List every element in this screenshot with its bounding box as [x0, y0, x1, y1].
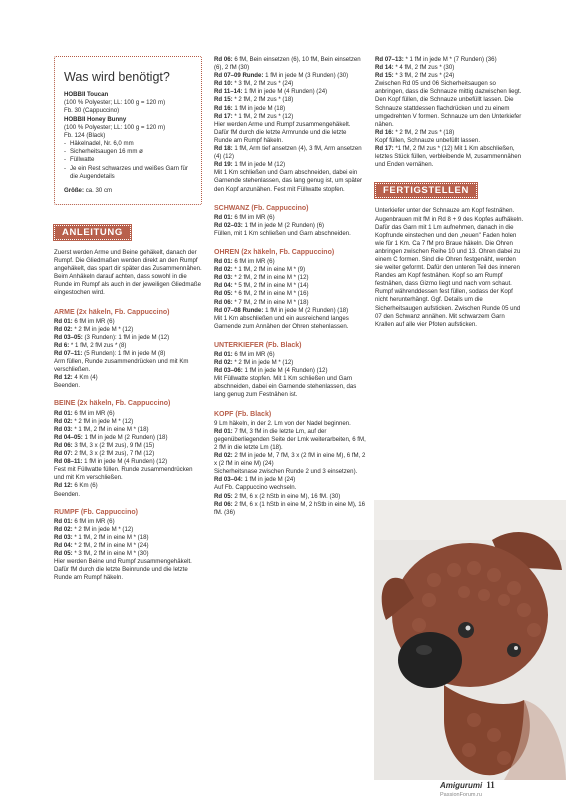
column-1: [54, 56, 202, 582]
arme-lines: [54, 318, 202, 358]
round-line: Rd 02–03: 1 fM in jede M (2 Runden) (6): [214, 221, 325, 229]
page-footer: [440, 780, 540, 800]
round-line: Rd 03: * 1 fM, 2 fM in eine M * (18): [54, 533, 149, 541]
round-line: Rd 15: * 3 fM, 2 fM zus * (24): [375, 72, 455, 80]
round-line: Rd 04–05: 1 fM in jede M (2 Runden) (18): [54, 433, 168, 441]
rumpf-lines: [54, 518, 202, 558]
beine-end: Beenden.: [54, 490, 81, 498]
round-line: Rd 08–11: 1 fM in jede M (4 Runden) (12): [54, 458, 168, 466]
round-line: Rd 15: * 2 fM, 2 fM zus * (18): [214, 96, 294, 104]
arme-after: Arm füllen, Runde zusammendrücken und mit Km verschließen.: [54, 358, 189, 374]
round-line: Rd 04: * 2 fM, 2 fM in eine M * (24): [54, 541, 149, 549]
round-line: Rd 02: * 2 fM in jede M * (12): [54, 417, 134, 425]
round-line: Rd 07–08 Runde: 1 fM in jede M (2 Runden) (18): [214, 306, 349, 314]
beine-lines: [54, 410, 202, 467]
yarn1-spec: (100 % Polyester; LL: 100 g = 120 m): [64, 99, 166, 107]
rumpf2-rd19: Rd 19: 1 fM in jede M (12): [214, 161, 286, 169]
eye-right: [507, 643, 521, 657]
anleitung-intro: Zuerst werden Arme und Beine gehäkelt, danach der Rumpf. Die Gliedmaßen werden direkt an den Rumpf angehäkelt, das spart dir später das Zusammennähen. Beim Anhäkeln darauf achten, dass sowohl in die Runde im Rumpf als auch in der jeweiligen Gliedmaße eingestochen wird.: [54, 248, 202, 297]
kopf-note1: Sicherheitsnase zwischen Runde 2 und 3 einsetzen).: [214, 468, 358, 476]
round-line: Rd 16: 1 fM in jede M (18): [214, 104, 286, 112]
round-line: Rd 14: * 4 fM, 2 fM zus * (30): [375, 64, 455, 72]
arme-title: ARME (2x häkeln, Fb. Cappuccino): [54, 308, 170, 316]
kopf-rd06: Rd 06: 2 fM, 6 x (1 hStb in eine M, 2 hStb in eine M), 16 fM. (36): [214, 500, 366, 516]
ohren-title: OHREN (2x häkeln, Fb. Cappuccino): [214, 248, 335, 256]
beine-after: Fest mit Füllwatte füllen. Runde zusammendrücken und mit Km verschließen.: [54, 466, 193, 482]
round-line: Rd 03: * 2 fM, 2 fM in eine M * (12): [214, 274, 309, 282]
materials-box: [54, 56, 202, 205]
round-line: Rd 03–05: (3 Runden): 1 fM in jede M (12): [54, 333, 170, 341]
ohren-lines: [214, 258, 366, 315]
round-line: Rd 17: * 1 fM, 2 fM zus * (12): [214, 112, 294, 120]
kopf2-p1: Zwischen Rd 05 und 06 Sicherheitsaugen so anbringen, dass die Schnauze mittig dazwischen liegt.: [375, 80, 522, 96]
kopf2-rd17: Rd 17: *1 fM, 2 fM zus * (12) Mit 1 Km abschließen, letztes Stück füllen, verbleibende M, zusammennähen und Enden vernähen.: [375, 145, 521, 169]
kopf2-lines: [375, 56, 525, 80]
toy-photo: [374, 500, 566, 780]
toy-muzzle: [398, 632, 462, 688]
yarn2-name: HOBBII Honey Bunny: [64, 115, 127, 123]
yarn1-color: Fb. 30 (Cappuccino): [64, 107, 120, 115]
round-line: Rd 05: * 3 fM, 2 fM in eine M * (30): [54, 550, 149, 558]
round-line: Rd 03–06: 1 fM in jede M (4 Runden) (12): [214, 367, 328, 375]
site-watermark: PassionForum.ru: [440, 792, 482, 798]
kopf-rd02: Rd 02: 2 fM in jede M, 7 fM, 3 x (2 fM in eine M), 6 fM, 2 x (2 fM in eine M) (24): [214, 452, 366, 468]
round-line: Rd 03: * 1 fM, 2 fM in eine M * (18): [54, 425, 149, 433]
fertig-text: Unterkiefer unter der Schnauze am Kopf festnähen. Augenbrauen mit fM in Rd 8 + 9 des Kopfes aufhäkeln. Dafür das Garn mit 1 Lm aufnehmen, danach in die Kopfrunde einstechen und den „neuen" Faden holen wie für 1 Km. Ca 7 fM pro Braue häkeln. Die Ohren anbringen zwischen Reihe 10 und 13. Ohren dabei zu einem C formen. Sind die Ohren festgenäht, werden sie weiter geformt. Dafür den unteren Teil des inneren Randes am Kopf festnähen. Kopf so am Rumpf festnähen, dass Gizmo liegt und nach vorn schaut. Rumpf währenddessen fest füllen, sodass der Kopf nicht herunterhängt. Ggf. Details um die Sicherheitsaugen aufsticken. Zwischen Runde 05 und 07 den Schwanz annähen. Mit schwarzem Garn Krallen auf alle vier Pfoten aufsticken.: [375, 207, 524, 328]
magazine-name: Amigurumi: [440, 781, 483, 790]
ohren-after: Mit 1 Km abschließen und ein ausreichend langes Garnende zum Annähen der Ohren stehenlassen.: [214, 314, 349, 330]
arme-end: Beenden.: [54, 382, 81, 390]
unterkiefer-after: Mit Füllwatte stopfen. Mit 1 Km schließen und Garn abschneiden, dabei ein Garnende stehenlassen, das lang genug zum Festnähen ist.: [214, 375, 357, 399]
round-line: Rd 04: * 5 fM, 2 fM in eine M * (14): [214, 282, 309, 290]
round-line: Rd 01: 6 fM im MR (6): [54, 317, 115, 325]
round-line: Rd 01: 6 fM im MR (6): [214, 351, 275, 358]
round-line: Rd 07: 2 fM, 3 x (2 fM zus), 7 fM (12): [54, 450, 155, 458]
round-line: Rd 01: 6 fM im MR (6): [54, 517, 115, 525]
list-item: - Häkelnadel, Nr. 6,0 mm: [64, 140, 193, 148]
arme-last: Rd 12: 4 Km (4): [54, 374, 98, 382]
round-line: Rd 01: 6 fM im MR (6): [214, 258, 275, 266]
round-line: Rd 02: * 1 fM, 2 fM in eine M * (9): [214, 266, 306, 274]
list-item: - Je ein Rest schwarzes und weißes Garn für die Augendetails: [64, 165, 193, 181]
round-line: Rd 06: 6 fM, Bein einsetzen (6), 10 fM, Bein einsetzen (6), 2 fM (30): [214, 56, 361, 72]
size-value: ca. 30 cm: [85, 186, 113, 194]
yarn2-color: Fb. 124 (Black): [64, 132, 106, 140]
schwanz-after: Füllen, mit 1 Km schließen und Garn abschneiden.: [214, 229, 351, 237]
rumpf-title: RUMPF (Fb. Cappuccino): [54, 508, 138, 516]
rumpf2-end: Mit 1 Km schließen und Garn abschneiden, dabei ein Garnende stehenlassen, das lang genug ist, um später den Kopf anzunähen. Fest mit Füllwatte stopfen.: [214, 169, 363, 193]
rumpf2-lines: [214, 56, 366, 121]
round-line: Rd 05: * 6 fM, 2 fM in eine M * (16): [214, 290, 309, 298]
round-line: Rd 02: * 2 fM in jede M * (12): [54, 325, 134, 333]
kopf-note2: Auf Fb. Cappuccino wechseln.: [214, 484, 297, 492]
round-line: Rd 07–11: (5 Runden): 1 fM in jede M (8): [54, 350, 166, 358]
list-item: - Füllwatte: [64, 156, 193, 164]
kopf-title: KOPF (Fb. Black): [214, 410, 272, 418]
list-item: - Sicherheitsaugen 16 mm ø: [64, 148, 193, 156]
materials-title: Was wird benötigt?: [64, 70, 170, 84]
column-2: [214, 56, 366, 517]
size-line: [64, 187, 193, 195]
rumpf2-rd18: Rd 18: 1 fM, Arm tief ansetzen (4), 3 fM, Arm ansetzen (4) (12): [214, 145, 362, 161]
schwanz-title: SCHWANZ (Fb. Cappuccino): [214, 204, 309, 212]
eye-left: [458, 622, 474, 638]
round-line: Rd 02: * 2 fM in jede M * (12): [54, 525, 134, 533]
round-line: Rd 06: 3 fM, 3 x (2 fM zus), 9 fM (15): [54, 441, 155, 449]
rumpf-after: Hier werden Beine und Rumpf zusammengehäkelt. Dafür fM durch die letzte Beinrunde und die letzte Runde am Rumpf häkeln.: [54, 558, 192, 582]
kopf-rd01: Rd 01: 7 fM, 3 fM in die letzte Lm, auf der gegenüberliegenden Seite der Lmk weiterarbeiten, 6 fM, 2 fM in die letzte Lm (18).: [214, 427, 366, 451]
kopf-rd05: Rd 05: 2 fM, 6 x (2 hStb in eine M), 16 fM. (30): [214, 492, 341, 500]
column-3: [375, 56, 525, 329]
round-line: Rd 6: * 1 fM, 2 fM zus * (8): [54, 341, 127, 349]
size-label: Größe:: [64, 186, 84, 194]
page-number: 11: [486, 780, 495, 790]
anleitung-heading: ANLEITUNG: [54, 225, 131, 240]
round-line: Rd 02: * 2 fM in jede M * (12): [214, 359, 294, 367]
unterkiefer-lines: [214, 351, 366, 375]
kopf2-p2: Den Kopf füllen, die Schnauze unbefüllt lassen. Die Schnauze stattdessen flachdrücken und zu einem umgedrehten V formen. Schnauze um den Unterkiefer nähen.: [375, 96, 522, 128]
round-line: Rd 01: 6 fM im MR (6): [214, 213, 275, 221]
beine-last: Rd 12: 6 Km (6): [54, 482, 98, 490]
rumpf2-after: Hier werden Arme und Rumpf zusammengehäkelt. Dafür fM durch die letzte Armrunde und die letzte Runde am Rumpf häkeln.: [214, 120, 351, 144]
kopf2-rd16: Rd 16: * 2 fM, 2 fM zus * (18): [375, 128, 455, 136]
round-line: Rd 10: * 3 fM, 2 fM zus * (24): [214, 80, 294, 88]
materials-list: [64, 140, 193, 180]
kopf-rd0304: Rd 03–04: 1 fM in jede M (24): [214, 476, 296, 484]
schwanz-lines: [214, 214, 366, 230]
round-line: Rd 06: * 7 fM, 2 fM in eine M * (18): [214, 298, 309, 306]
round-line: Rd 07–13: * 1 fM in jede M * (7 Runden) (36): [375, 56, 497, 63]
round-line: Rd 01: 6 fM im MR (6): [54, 409, 115, 417]
beine-title: BEINE (2x häkeln, Fb. Cappuccino): [54, 400, 171, 408]
yarn1-name: HOBBII Toucan: [64, 91, 109, 98]
yarn2-spec: (100 % Polyester; LL: 100 g = 120 m): [64, 123, 166, 131]
round-line: Rd 11–14: 1 fM in jede M (4 Runden) (24): [214, 88, 328, 96]
unterkiefer-title: UNTERKIEFER (Fb. Black): [214, 341, 302, 349]
kopf2-p3: Kopf füllen, Schnauze unbefüllt lassen.: [375, 136, 481, 144]
fertig-heading: FERTIGSTELLEN: [375, 183, 477, 198]
kopf-intro: 9 Lm häkeln, in der 2. Lm von der Nadel beginnen.: [214, 419, 351, 427]
round-line: Rd 07–09 Runde: 1 fM in jede M (3 Runden) (30): [214, 72, 349, 80]
